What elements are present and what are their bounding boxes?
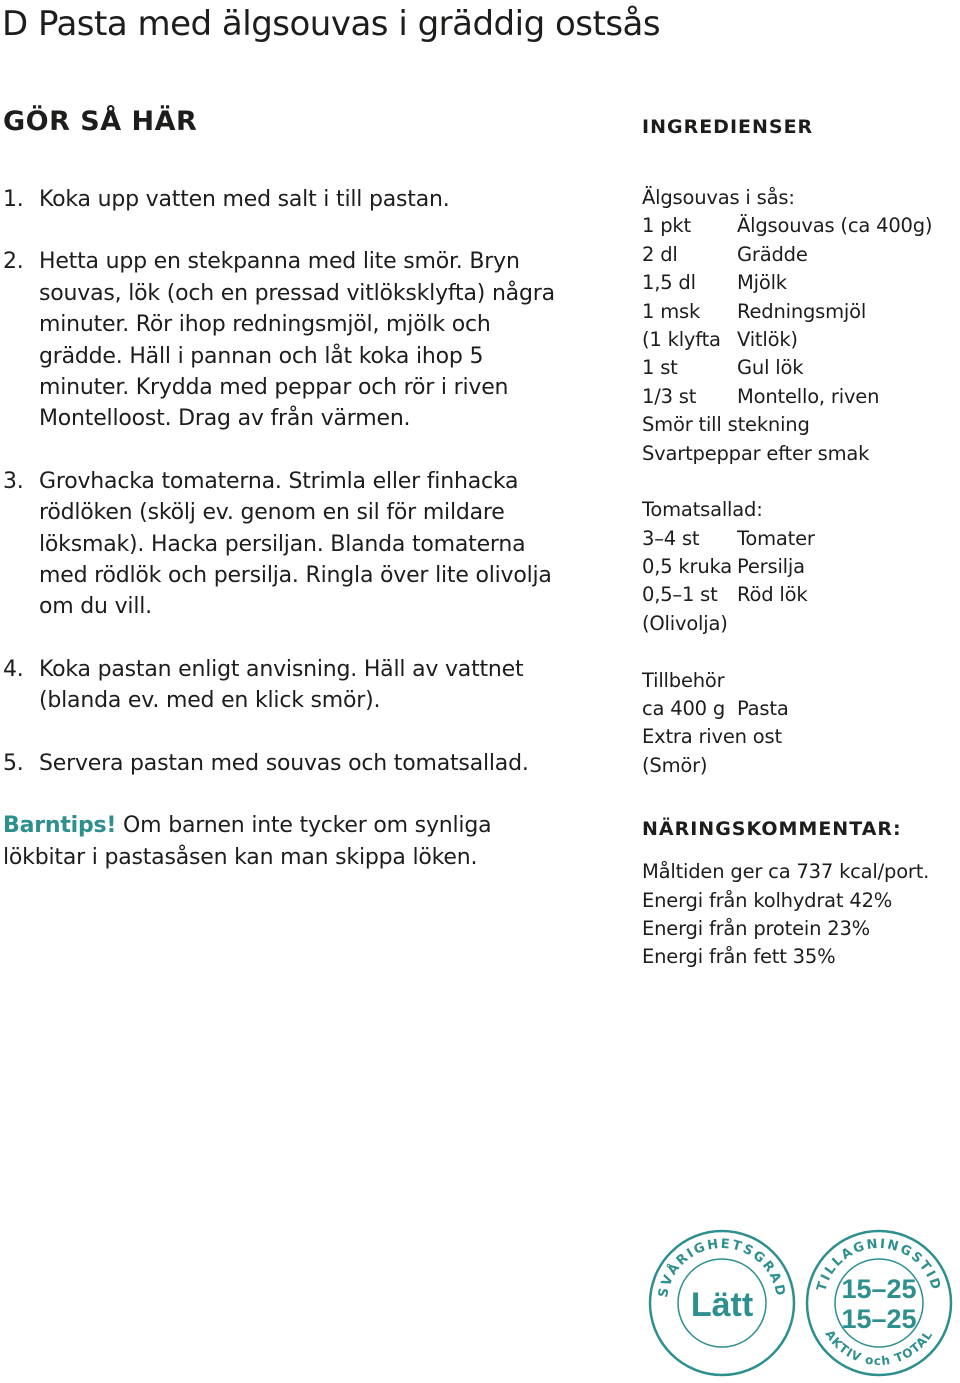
step-4 bbox=[3, 654, 559, 717]
ingredient-row bbox=[642, 269, 954, 297]
step-1 bbox=[3, 184, 559, 215]
nutrition-line: Måltiden ger ca 737 kcal/port. bbox=[642, 860, 930, 884]
ingredient-item: Persilja bbox=[737, 555, 805, 579]
salad-ingredient-list bbox=[642, 525, 954, 610]
side-title: Tillbehör bbox=[642, 668, 725, 692]
nutrition-heading: NÄRINGSKOMMENTAR: bbox=[642, 818, 902, 841]
ingredient-item: Vitlök) bbox=[737, 327, 798, 351]
ingredient-amount: 2 dl bbox=[642, 242, 678, 266]
sauce-extra-list bbox=[642, 411, 954, 468]
ingredients-section bbox=[642, 114, 954, 972]
time-active: 15–25 bbox=[841, 1274, 917, 1304]
time-total: 15–25 bbox=[841, 1304, 917, 1334]
step-number: 2. bbox=[3, 249, 24, 275]
ingredient-row bbox=[642, 298, 954, 326]
difficulty-value: Lätt bbox=[690, 1286, 754, 1324]
ingredient-row bbox=[642, 212, 954, 240]
ingredient-row bbox=[642, 241, 954, 269]
nutrition-list bbox=[642, 858, 954, 972]
ingredient-amount: 3–4 st bbox=[642, 526, 700, 550]
instructions-section bbox=[3, 104, 559, 873]
ingredients-heading: INGREDIENSER bbox=[642, 116, 814, 138]
badges-graphic bbox=[640, 1228, 960, 1378]
step-text: Servera pastan med souvas och tomatsallad. bbox=[39, 750, 529, 776]
ingredient-item: Tomater bbox=[737, 526, 815, 550]
ingredient-item: Pasta bbox=[737, 697, 789, 721]
step-2 bbox=[3, 246, 559, 434]
step-number: 3. bbox=[3, 468, 24, 494]
ingredient-item: Montello, riven bbox=[737, 384, 880, 408]
ingredient-item: Grädde bbox=[737, 242, 808, 266]
time-label: TILLAGNINGSTID bbox=[814, 1236, 944, 1294]
step-number: 5. bbox=[3, 750, 24, 776]
ingredient-amount: ca 400 g bbox=[642, 697, 726, 721]
badges bbox=[640, 1228, 960, 1378]
side-extra-list bbox=[642, 723, 954, 780]
instructions-heading: GÖR SÅ HÄR bbox=[3, 106, 198, 137]
ingredient-item: Mjölk bbox=[737, 271, 787, 295]
ingredient-item: Redningsmjöl bbox=[737, 299, 867, 323]
ingredient-line: (Smör) bbox=[642, 753, 708, 777]
step-3 bbox=[3, 466, 559, 623]
ingredient-row bbox=[642, 354, 954, 382]
step-number: 4. bbox=[3, 656, 24, 682]
ingredient-row bbox=[642, 383, 954, 411]
ingredient-amount: (1 klyfta bbox=[642, 327, 721, 351]
ingredient-amount: 1 st bbox=[642, 356, 678, 380]
nutrition-line: Energi från fett 35% bbox=[642, 945, 836, 969]
ingredient-line: (Olivolja) bbox=[642, 611, 728, 635]
step-text: Koka pastan enligt anvisning. Häll av vattnet (blanda ev. med en klick smör). bbox=[39, 656, 524, 714]
ingredient-amount: 0,5–1 st bbox=[642, 583, 718, 607]
ingredient-amount: 0,5 kruka bbox=[642, 555, 732, 579]
ingredient-row bbox=[642, 525, 954, 553]
kids-tip-text: Om barnen inte tycker om synliga lökbitar i pastasåsen kan man skippa löken. bbox=[3, 813, 492, 870]
side-ingredient-list bbox=[642, 695, 954, 723]
difficulty-label: SVÅRIGHETSGRAD bbox=[656, 1236, 788, 1299]
nutrition-line: Energi från kolhydrat 42% bbox=[642, 888, 893, 912]
ingredient-row bbox=[642, 695, 954, 723]
step-text: Hetta upp en stekpanna med lite smör. Bryn souvas, lök (och en pressad vitlöksklyfta) några minuter. Rör ihop redningsmjöl, mjölk och grädde. Häll i pannan och låt koka ihop 5 minuter. Krydda med peppar och rör i riven Montelloost. Drag av från värmen. bbox=[39, 249, 555, 432]
ingredient-line: Svartpeppar efter smak bbox=[642, 441, 870, 465]
kids-tip-label: Barntips! bbox=[3, 813, 117, 839]
ingredient-amount: 1/3 st bbox=[642, 384, 697, 408]
step-text: Koka upp vatten med salt i till pastan. bbox=[39, 187, 450, 212]
ingredient-line: Extra riven ost bbox=[642, 725, 782, 749]
cooking-time-badge bbox=[807, 1231, 951, 1375]
step-text: Grovhacka tomaterna. Strimla eller finhacka rödlöken (skölj ev. genom en sil för mildare löksmak). Hacka persiljan. Blanda tomaterna med rödlök och persilja. Ringla över lite olivolja om du vill. bbox=[39, 468, 552, 620]
ingredient-amount: 1,5 dl bbox=[642, 271, 696, 295]
sauce-title: Älgsouvas i sås: bbox=[642, 186, 795, 209]
ingredient-amount: 1 msk bbox=[642, 299, 701, 323]
step-5 bbox=[3, 748, 559, 779]
ingredient-item: Älgsouvas (ca 400g) bbox=[737, 214, 933, 238]
nutrition-line: Energi från protein 23% bbox=[642, 916, 870, 940]
sauce-ingredient-list bbox=[642, 212, 954, 411]
difficulty-badge bbox=[650, 1231, 794, 1375]
page-title: D Pasta med älgsouvas i gräddig ostsås bbox=[2, 4, 661, 44]
ingredient-line: Smör till stekning bbox=[642, 413, 810, 437]
time-footer: AKTIV och TOTAL bbox=[822, 1327, 936, 1369]
ingredient-row bbox=[642, 581, 954, 609]
salad-extra-list bbox=[642, 610, 954, 638]
ingredient-item: Röd lök bbox=[737, 583, 808, 607]
ingredient-amount: 1 pkt bbox=[642, 214, 691, 238]
ingredient-row bbox=[642, 553, 954, 581]
ingredient-row bbox=[642, 326, 954, 354]
salad-title: Tomatsallad: bbox=[642, 498, 763, 522]
kids-tip bbox=[3, 810, 559, 873]
step-number: 1. bbox=[3, 187, 24, 212]
ingredient-item: Gul lök bbox=[737, 356, 804, 380]
